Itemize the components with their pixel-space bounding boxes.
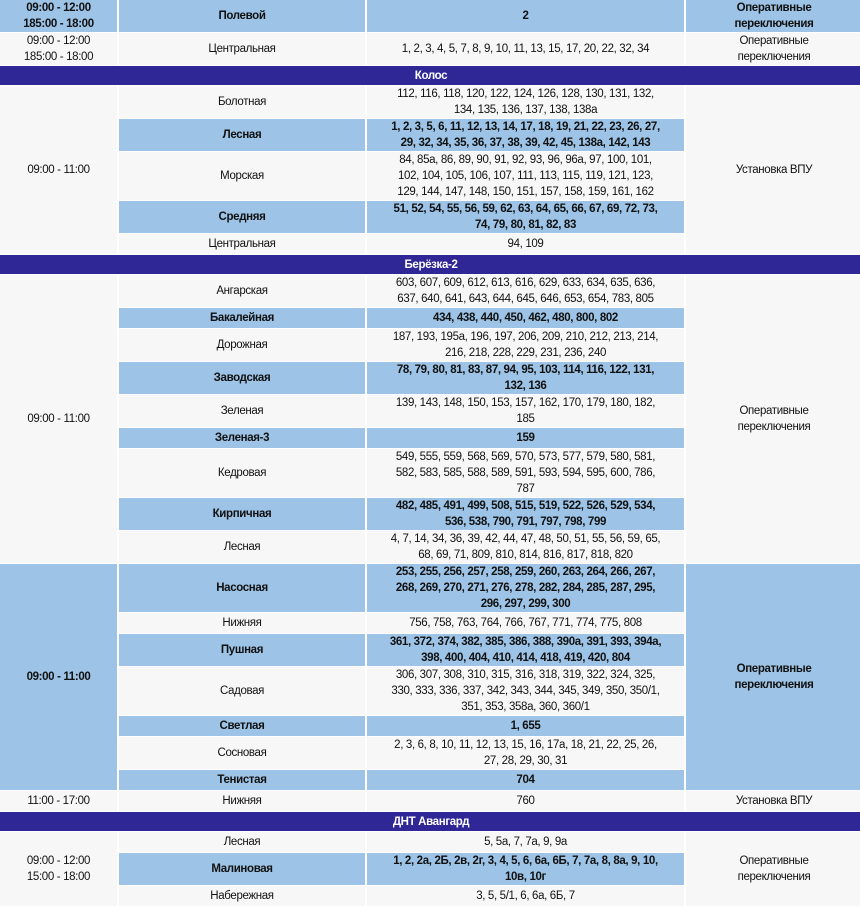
street-cell: Лесная [119,832,365,852]
houses-cell: 139, 143, 148, 150, 153, 157, 162, 170, 179, 180, 182, 185 [367,395,684,427]
street-cell: Набережная [119,886,365,906]
houses-cell: 1, 2, 2а, 2Б, 2в, 2г, 3, 4, 5, 6, 6а, 6Б, 7, 7а, 8, 8а, 9, 10, 10в, 10г [367,853,684,885]
street-cell: Садовая [119,667,365,715]
street-cell: Дорожная [119,329,365,361]
reason-cell: Оперативные переключения [686,832,860,906]
houses-cell: 3, 5, 5/1, 6, 6а, 6Б, 7 [367,886,684,906]
section-header-row [0,812,860,831]
street-cell: Малиновая [119,853,365,885]
street-cell: Центральная [119,33,365,65]
houses-cell: 704 [367,770,684,790]
street-cell: Бакалейная [119,308,365,328]
houses-cell: 159 [367,428,684,448]
street-cell: Светлая [119,716,365,736]
houses-cell: 84, 85а, 86, 89, 90, 91, 92, 93, 96, 96а, 97, 100, 101, 102, 104, 105, 106, 107, 111, 113, 115, 119, 121, 123, 129, 144, 147, 148, 150, 151, 157, 158, 159, 161, 162 [367,152,684,200]
street-cell: Зеленая-3 [119,428,365,448]
table-row [0,275,860,307]
section-header-row [0,255,860,274]
table-row [0,33,860,65]
street-cell: Заводская [119,362,365,394]
time-cell: 09:00 - 12:00 185:00 - 18:00 [0,0,117,32]
houses-cell: 1, 2, 3, 5, 6, 11, 12, 13, 14, 17, 18, 19, 21, 22, 23, 26, 27, 29, 32, 34, 35, 36, 37, 38, 39, 42, 45, 138а, 142, 143 [367,119,684,151]
houses-cell: 253, 255, 256, 257, 258, 259, 260, 263, 264, 266, 267, 268, 269, 270, 271, 276, 278, 282, 284, 285, 287, 295, 296, 297, 299, 300 [367,564,684,612]
street-cell: Центральная [119,234,365,254]
street-cell: Кирпичная [119,498,365,530]
time-cell: 09:00 - 12:00 185:00 - 18:00 [0,33,117,65]
houses-cell: 2 [367,0,684,32]
street-cell: Нижняя [119,613,365,633]
time-cell: 09:00 - 11:00 [0,86,117,254]
reason-cell: Оперативные переключения [686,0,860,32]
section-header-row [0,66,860,85]
street-cell: Полевой [119,0,365,32]
time-cell: 09:00 - 12:00 15:00 - 18:00 [0,832,117,906]
section-title: Колос [0,66,860,85]
houses-cell: 1, 2, 3, 4, 5, 7, 8, 9, 10, 11, 13, 15, 17, 20, 22, 32, 34 [367,33,684,65]
reason-cell: Установка ВПУ [686,86,860,254]
houses-cell: 756, 758, 763, 764, 766, 767, 771, 774, 775, 808 [367,613,684,633]
street-cell: Сосновая [119,737,365,769]
time-cell: 09:00 - 11:00 [0,564,117,790]
street-cell: Средняя [119,201,365,233]
houses-cell: 5, 5а, 7, 7а, 9, 9а [367,832,684,852]
table-row [0,832,860,852]
street-cell: Насосная [119,564,365,612]
houses-cell: 51, 52, 54, 55, 56, 59, 62, 63, 64, 65, 66, 67, 69, 72, 73, 74, 79, 80, 81, 82, 83 [367,201,684,233]
street-cell: Кедровая [119,449,365,497]
table-row [0,0,860,32]
houses-cell: 78, 79, 80, 81, 83, 87, 94, 95, 103, 114, 116, 122, 131, 132, 136 [367,362,684,394]
houses-cell: 482, 485, 491, 499, 508, 515, 519, 522, 526, 529, 534, 536, 538, 790, 791, 797, 798, 799 [367,498,684,530]
section-title: Берёзка-2 [0,255,860,274]
street-cell: Зеленая [119,395,365,427]
street-cell: Тенистая [119,770,365,790]
houses-cell: 94, 109 [367,234,684,254]
table-row [0,791,860,811]
time-cell: 11:00 - 17:00 [0,791,117,811]
section-title: ДНТ Авангард [0,812,860,831]
reason-cell: Оперативные переключения [686,275,860,563]
houses-cell: 361, 372, 374, 382, 385, 386, 388, 390а, 391, 393, 394а, 398, 400, 404, 410, 414, 418, 419, 420, 804 [367,634,684,666]
street-cell: Пушная [119,634,365,666]
reason-cell: Оперативные переключения [686,33,860,65]
street-cell: Лесная [119,119,365,151]
houses-cell: 434, 438, 440, 450, 462, 480, 800, 802 [367,308,684,328]
houses-cell: 760 [367,791,684,811]
houses-cell: 549, 555, 559, 568, 569, 570, 573, 577, 579, 580, 581, 582, 583, 585, 588, 589, 591, 593, 594, 595, 600, 786, 787 [367,449,684,497]
time-cell: 09:00 - 11:00 [0,275,117,563]
houses-cell: 2, 3, 6, 8, 10, 11, 12, 13, 15, 16, 17а, 18, 21, 22, 25, 26, 27, 28, 29, 30, 31 [367,737,684,769]
houses-cell: 603, 607, 609, 612, 613, 616, 629, 633, 634, 635, 636, 637, 640, 641, 643, 644, 645, 646, 653, 654, 783, 805 [367,275,684,307]
table-row [0,86,860,118]
street-cell: Морская [119,152,365,200]
houses-cell: 1, 655 [367,716,684,736]
houses-cell: 4, 7, 14, 34, 36, 39, 42, 44, 47, 48, 50, 51, 55, 56, 59, 65, 68, 69, 71, 809, 810, 814, 816, 817, 818, 820 [367,531,684,563]
houses-cell: 112, 116, 118, 120, 122, 124, 126, 128, 130, 131, 132, 134, 135, 136, 137, 138, 138а [367,86,684,118]
street-cell: Нижняя [119,791,365,811]
reason-cell: Оперативные переключения [686,564,860,790]
street-cell: Болотная [119,86,365,118]
houses-cell: 306, 307, 308, 310, 315, 316, 318, 319, 322, 324, 325, 330, 333, 336, 337, 342, 343, 344, 345, 349, 350, 350/1, 351, 353, 358а, 360, 360/1 [367,667,684,715]
street-cell: Ангарская [119,275,365,307]
street-cell: Лесная [119,531,365,563]
reason-cell: Установка ВПУ [686,791,860,811]
table-row [0,564,860,612]
houses-cell: 187, 193, 195а, 196, 197, 206, 209, 210, 212, 213, 214, 216, 218, 228, 229, 231, 236, 240 [367,329,684,361]
